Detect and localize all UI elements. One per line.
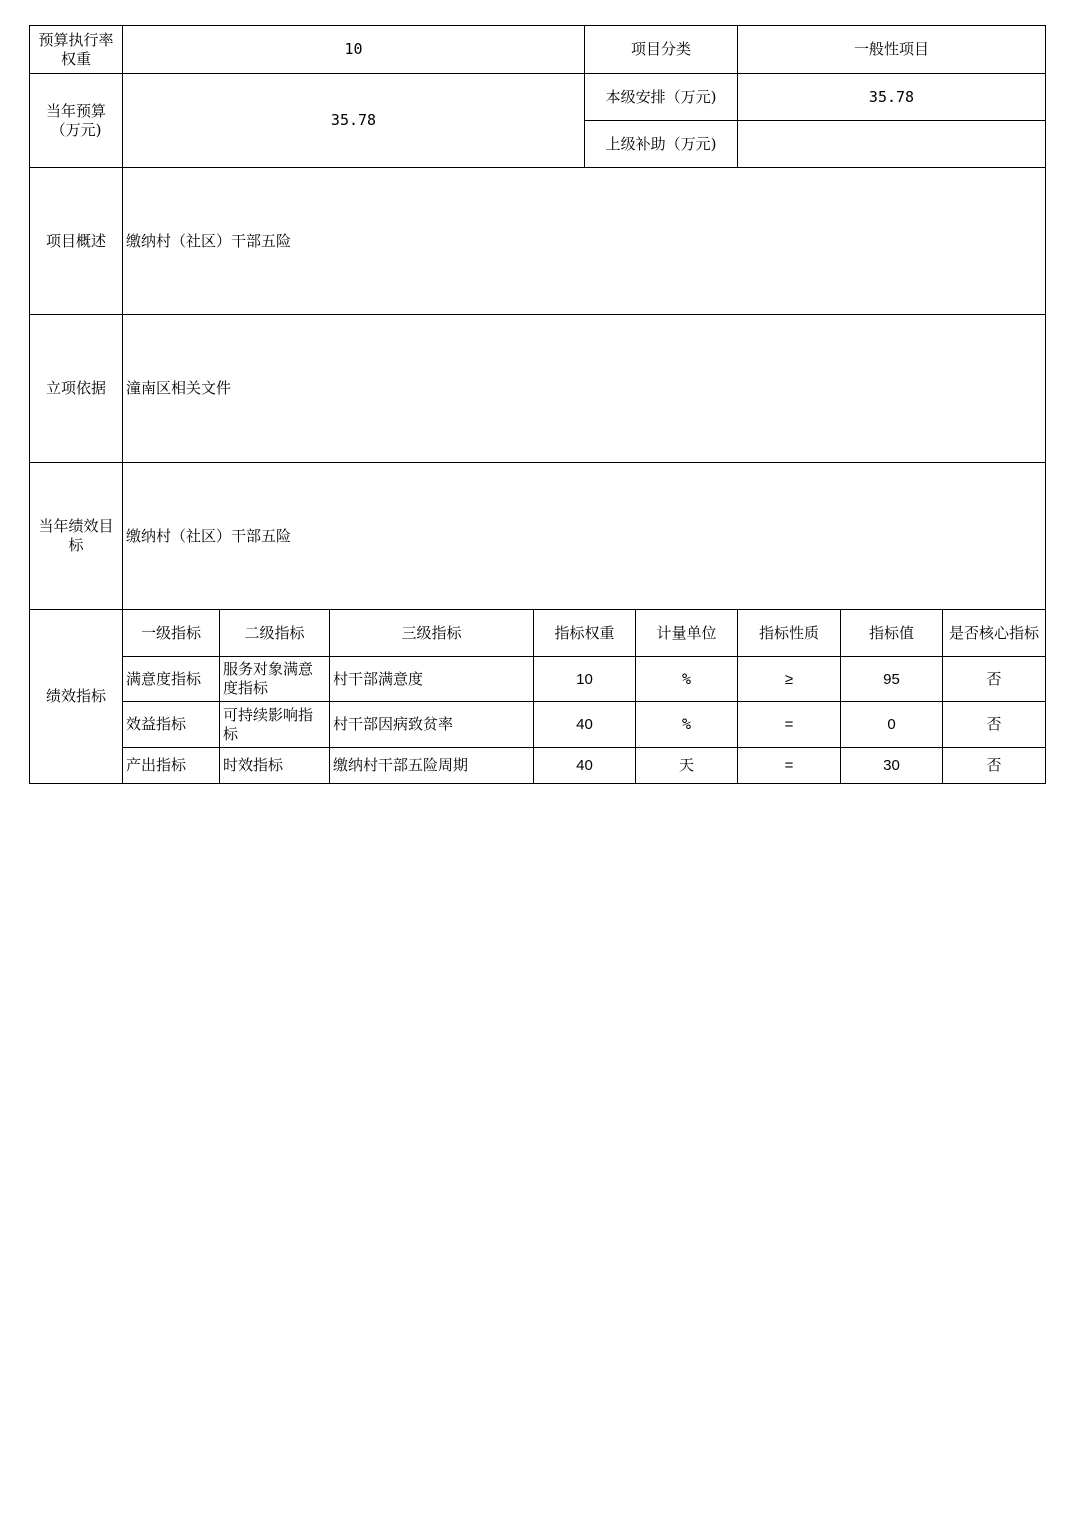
- header-weight: 指标权重: [534, 610, 636, 657]
- overview-value: 缴纳村（社区）干部五险: [123, 168, 1046, 315]
- row1-unit: %: [636, 657, 738, 702]
- superior-subsidy-value: [738, 121, 1046, 168]
- header-level2: 二级指标: [220, 610, 330, 657]
- row-exec-rate: [30, 26, 1046, 74]
- header-core: 是否核心指标: [943, 610, 1046, 657]
- exec-rate-weight-label: 预算执行率权重: [30, 26, 123, 74]
- goal-label: 当年绩效目标: [30, 463, 123, 610]
- row1-level3: 村干部满意度: [330, 657, 534, 702]
- row3-level2: 时效指标: [220, 748, 330, 784]
- header-nature: 指标性质: [738, 610, 841, 657]
- row2-core: 否: [943, 702, 1046, 748]
- table-row: [30, 657, 1046, 702]
- row3-level1: 产出指标: [123, 748, 220, 784]
- row2-nature: =: [738, 702, 841, 748]
- category-value: 一般性项目: [738, 26, 1046, 74]
- project-performance-table: [29, 25, 1046, 784]
- row1-nature: ≥: [738, 657, 841, 702]
- row1-value: 95: [841, 657, 943, 702]
- overview-label: 项目概述: [30, 168, 123, 315]
- category-label: 项目分类: [585, 26, 738, 74]
- exec-rate-weight-value: 10: [123, 26, 585, 74]
- local-arrangement-label: 本级安排（万元): [585, 74, 738, 121]
- row2-level2: 可持续影响指标: [220, 702, 330, 748]
- row1-weight: 10: [534, 657, 636, 702]
- row2-level3: 村干部因病致贫率: [330, 702, 534, 748]
- row-basis: [30, 315, 1046, 463]
- header-value: 指标值: [841, 610, 943, 657]
- indicators-label: 绩效指标: [30, 610, 123, 784]
- row2-level1: 效益指标: [123, 702, 220, 748]
- header-level3: 三级指标: [330, 610, 534, 657]
- header-unit: 计量单位: [636, 610, 738, 657]
- row-local-arrangement: [30, 74, 1046, 121]
- row3-unit: 天: [636, 748, 738, 784]
- row-overview: [30, 168, 1046, 315]
- goal-value: 缴纳村（社区）干部五险: [123, 463, 1046, 610]
- indicator-header-row: [30, 610, 1046, 657]
- row1-level1: 满意度指标: [123, 657, 220, 702]
- row1-core: 否: [943, 657, 1046, 702]
- basis-value: 潼南区相关文件: [123, 315, 1046, 463]
- local-arrangement-value: 35.78: [738, 74, 1046, 121]
- row2-weight: 40: [534, 702, 636, 748]
- table-row: [30, 748, 1046, 784]
- row3-weight: 40: [534, 748, 636, 784]
- row3-level3: 缴纳村干部五险周期: [330, 748, 534, 784]
- current-budget-value: 35.78: [123, 74, 585, 168]
- current-budget-label: 当年预算（万元): [30, 74, 123, 168]
- row3-core: 否: [943, 748, 1046, 784]
- basis-label: 立项依据: [30, 315, 123, 463]
- superior-subsidy-label: 上级补助（万元): [585, 121, 738, 168]
- row3-nature: =: [738, 748, 841, 784]
- row-goal: [30, 463, 1046, 610]
- row1-level2: 服务对象满意度指标: [220, 657, 330, 702]
- row2-unit: %: [636, 702, 738, 748]
- row3-value: 30: [841, 748, 943, 784]
- table-row: [30, 702, 1046, 748]
- header-level1: 一级指标: [123, 610, 220, 657]
- row2-value: 0: [841, 702, 943, 748]
